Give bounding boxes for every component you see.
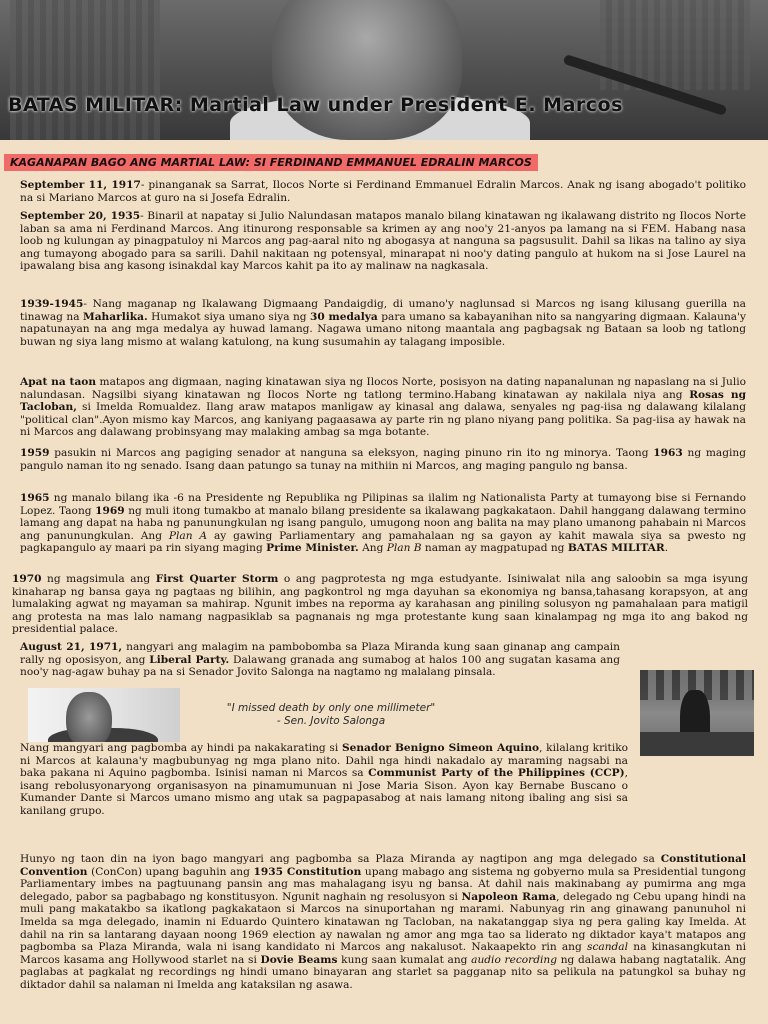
paragraph-text: - pinanganak sa Sarrat, Ilocos Norte si Ferdinand Emmanuel Edralin Marcos. Anak ng isang abogado't politiko na si Mariano Marcos at guro na si Josefa Edralin.: [20, 179, 746, 204]
photo-jovito-salonga: [28, 688, 180, 742]
bold-term: Communist Party of the Philippines (CCP): [368, 767, 625, 780]
paragraph-text: matapos ang digmaan, naging kinatawan siya ng Ilocos Norte, posisyon na dating napanalunan ng napaslang na si Julio nalundasan. Nagsilbi siyang kinatawan ng Ilocos Norte ng tatlong termino.Habang kinatawan ay nakilala niya ang: [20, 376, 746, 401]
photo-desk: [640, 732, 754, 756]
paragraph-text: upang mabago ang sistema ng gobyerno mula sa Presidential tungong Parliamentary imbes na pagtuunang pansin ang mas mahalagang isyu ng bansa. At dahil nais makinabang ay pumirma ang mga delegado, pabor sa pagbabago ng konstitusyon. Ngunit naghain ng resolusyon si: [20, 865, 746, 903]
paragraph-text: .: [664, 542, 669, 555]
paragraph-text: Hunyo ng taon din na iyon bago mangyari ang pagbomba sa Plaza Miranda ay nagtipon ang mga delegado sa: [20, 853, 661, 865]
paragraph-10: [20, 853, 746, 992]
paragraph-2: [20, 210, 746, 273]
paragraph-text: o ang pagprotesta ng mga estudyante. Isiniwalat nila ang saloobin sa mga isyung kinaharap ng bansa gaya ng pagtaas ng bilihin, ang pagkontrol ng mga dayuhan sa ekonomiya ng bansa,tahasang korapsyon, at ang lumalaking agwat ng mayaman sa mahirap. Ngunit imbes na reporma ay karahasan ang piniling solusyon ng pamahalaan para matigil ang protesta na mas lalo namang nagpasiklab sa pagnanais ng mga protestante kung saan kinalampag ng mga ito ang bakod ng presidential palace.: [12, 573, 748, 636]
section-heading: KAGANAPAN BAGO ANG MARTIAL LAW: SI FERDINAND EMMANUEL EDRALIN MARCOS: [4, 154, 538, 171]
page-title: BATAS MILITAR: Martial Law under President E. Marcos: [8, 94, 623, 116]
paragraph-8: [20, 641, 620, 679]
quote-text: "I missed death by only one millimeter": [226, 702, 436, 714]
bold-term: Maharlika.: [82, 310, 148, 323]
paragraph-1: [20, 179, 746, 204]
paragraph-text: kung saan kumalat ang: [337, 953, 472, 966]
bold-term: Constitutional Convention: [20, 853, 746, 878]
paragraph-text: Ang: [358, 542, 387, 555]
paragraph-7: [12, 573, 748, 636]
date-label: August 21, 1971,: [20, 641, 123, 653]
bold-term: BATAS MILITAR: [567, 542, 665, 555]
paragraph-text: (ConCon) upang baguhin ang: [87, 865, 254, 878]
paragraph-text: ng dalawa habang nagtatalik. Ang paglabas at pagkalat ng recordings ng hindi umano binayaran ang starlet sa pagganap nito sa pelikula na patungkol sa buhay ng diktador dahil sa nalaman ni Imelda ang kataksilan ng asawa.: [20, 953, 746, 991]
bold-term: 30 medalya: [310, 310, 378, 323]
paragraph-text: Dalawang granada ang sumabog at halos 100 ang sugatan kasama ang noo'y nag-agaw buhay pa na si Senador Jovito Salonga na nagtamo ng malalang pinsala.: [20, 653, 620, 679]
bold-term: Napoleon Rama: [461, 890, 557, 903]
paragraph-text: ay gawing Parliamentary ang pamahalaan ng sa gayon ay kahit mawala siya sa pwesto ng pagkapangulo ay maari pa rin siyang maging: [20, 529, 746, 555]
italic-term: Plan B: [386, 542, 422, 555]
photo-portrait-marcos: [272, 0, 462, 140]
date-label: 1959: [20, 447, 50, 459]
paragraph-text: ng maging pangulo naman ito ng senado. Isang daan patungo sa tunay na mithiin ni Marcos, ang maging pangulo ng bansa.: [20, 447, 746, 472]
paragraph-text: para umano sa kabayanihan nito sa nangyaring digmaan. Kalauna'y napatunayan na ang mga medalya ay huwad lamang. Nagawa umano nitong maantala ang pagbagsak ng Bataan sa loob ng tatlong buwan ng siya lang mismo at walang katulong, na kung susumahin ay talagang imposible.: [20, 310, 746, 348]
paragraph-text: ng magsimula ang: [41, 573, 156, 585]
paragraph-text: , kilalang kritiko ni Marcos at kalauna'y magbubunyag ng mga plano nito. Dahil nga hindi nakadalo ay maraming nagsabi na baka pakana ni Aquino pagbomba. Isinisi naman ni Marcos sa: [20, 742, 628, 780]
paragraph-text: si Imelda Romualdez. Ilang araw matapos manligaw ay kinasal ang dalawa, senyales ng pag-iisa ng dalawang kilalang "political clan".Ayon mismo kay Marcos, ang kaniyang pagaasawa ay parte rin ng plano niyang pang politika. Sa pag-iisa ay hawak na ni Marcos ang dalawang probinsyang may malaking ambag sa mga botante.: [20, 401, 746, 439]
paragraph-text: , isang rebolusyonaryong organisasyon na pinamumunuan ni Jose Maria Sison. Ayon kay Bernabe Buscano o Kumander Dante si Marcos umano mismo ang utak sa pagpapasabog at nais lamang nitong ibaling ang sisi sa kanilang grupo.: [20, 767, 629, 817]
paragraph-5: [20, 447, 746, 472]
paragraph-text: pasukin ni Marcos ang pagiging senador at nanguna sa eleksyon, naging pinuno rin ito ng minorya. Taong: [49, 447, 654, 459]
paragraph-text: naman ay magpatupad ng: [421, 542, 568, 555]
quote-author: - Sen. Jovito Salonga: [276, 715, 386, 727]
bold-term: Prime Minister.: [266, 542, 359, 555]
paragraph-6: [20, 492, 746, 555]
paragraph-text: ng muli itong tumakbo at manalo bilang presidente sa ikalawang pagkakataon. Dahil hanggang dalawang termino lamang ang dapat na haba ng panunungkulan ng isang pangulo, umugong noon ang balita na may plano umanong pahabain ni Marcos ang panunungkulan. Ang: [20, 504, 746, 542]
paragraph-text: - Binaril at napatay si Julio Nalundasan matapos manalo bilang kinatawan ng ikalawang distrito ng Ilocos Norte laban sa ama ni Ferdinand Marcos. Ang itinurong responsable sa krimen ay ang noo'y 21-anyos pa lamang na si FEM. Habang nasa loob ng kulungan ay pinagpatuloy ni Marcos ang pag-aaral nito ng abogasya at nanguna sa pagsusulit. Dahil sa likas na talino ay siya ang tumayong abogado para sa sarili. Dahil nakitaan ng potensyal, minarapat ni noo'y dating pangulo at hukom na si Jose Laurel na ipawalang bisa ang kasong isinakdal kay Marcos kahit pa ito ay malinaw na nagkasala.: [20, 210, 746, 273]
paragraph-text: , delegado ng Cebu upang hindi na muli pang makatakbo sa ikatlong pagkakataon si Marcos na sinuportahan ng marami. Nabunyag rin ang ginawang panunuhol ni Imelda sa mga delegado, inamin ni Eduardo Quintero kinatawan ng Tacloban, na nakatanggap siya ng pera galing kay Imelda. At dahil na rin sa lantarang dayaan noong 1969 election ay nawalan ng amor ang mga tao sa liderato ng diktador kaya't matapos ang pagbomba sa Plaza Miranda, wala ni isang kandidato ni Marcos ang nakalusot. Nakaapekto rin ang: [20, 890, 746, 954]
header-banner-photo: [0, 0, 768, 140]
paragraph-9: [20, 742, 628, 818]
date-label: 1970: [12, 573, 42, 585]
paragraph-text: ng manalo bilang ika -6 na Presidente ng Republika ng Pilipinas sa ilalim ng Nationalista Party at tumayong bise si Fernando Lopez. Taong: [20, 492, 746, 517]
italic-term: Plan A: [168, 529, 208, 542]
paragraph-text: na kinasangkutan ni Marcos kasama ang Hollywood starlet na si: [20, 941, 746, 966]
paragraph-text: Humakot siya umano siya ng: [147, 310, 311, 323]
bold-term: Dovie Beams: [260, 953, 338, 966]
paragraph-text: - Nang maganap ng Ikalawang Digmaang Pandaigdig, di umano'y naglunsad si Marcos ng isang kilusang guerilla na tinawag na: [20, 298, 746, 323]
paragraph-text: Nang mangyari ang pagbomba ay hindi pa nakakarating si: [20, 742, 342, 754]
photo-background-left: [10, 0, 160, 140]
photo-benigno-aquino: [640, 670, 754, 756]
paragraph-4: [20, 376, 746, 439]
bold-term: 1969: [95, 504, 125, 517]
date-label: September 11, 1917: [20, 179, 141, 191]
bold-term: 1935 Constitution: [253, 865, 362, 878]
bold-term: Rosas ng Tacloban,: [20, 388, 746, 414]
paragraph-3: [20, 298, 746, 348]
date-label: 1939-1945: [20, 298, 84, 310]
date-label: Apat na taon: [20, 376, 97, 388]
salonga-quote: [186, 702, 476, 728]
date-label: 1965: [20, 492, 50, 504]
paragraph-text: nangyari ang malagim na pambobomba sa Plaza Miranda kung saan ginanap ang campain rally ng oposisyon, ang: [20, 641, 620, 666]
photo-figure-head: [66, 692, 112, 742]
bold-term: Senador Benigno Simeon Aquino: [341, 742, 540, 754]
italic-term: audio recording: [471, 953, 558, 966]
date-label: September 20, 1935: [20, 210, 141, 222]
bold-term: Liberal Party.: [149, 653, 230, 666]
italic-term: scandal: [587, 941, 629, 954]
bold-term: First Quarter Storm: [155, 573, 279, 585]
bold-term: 1963: [653, 447, 683, 459]
